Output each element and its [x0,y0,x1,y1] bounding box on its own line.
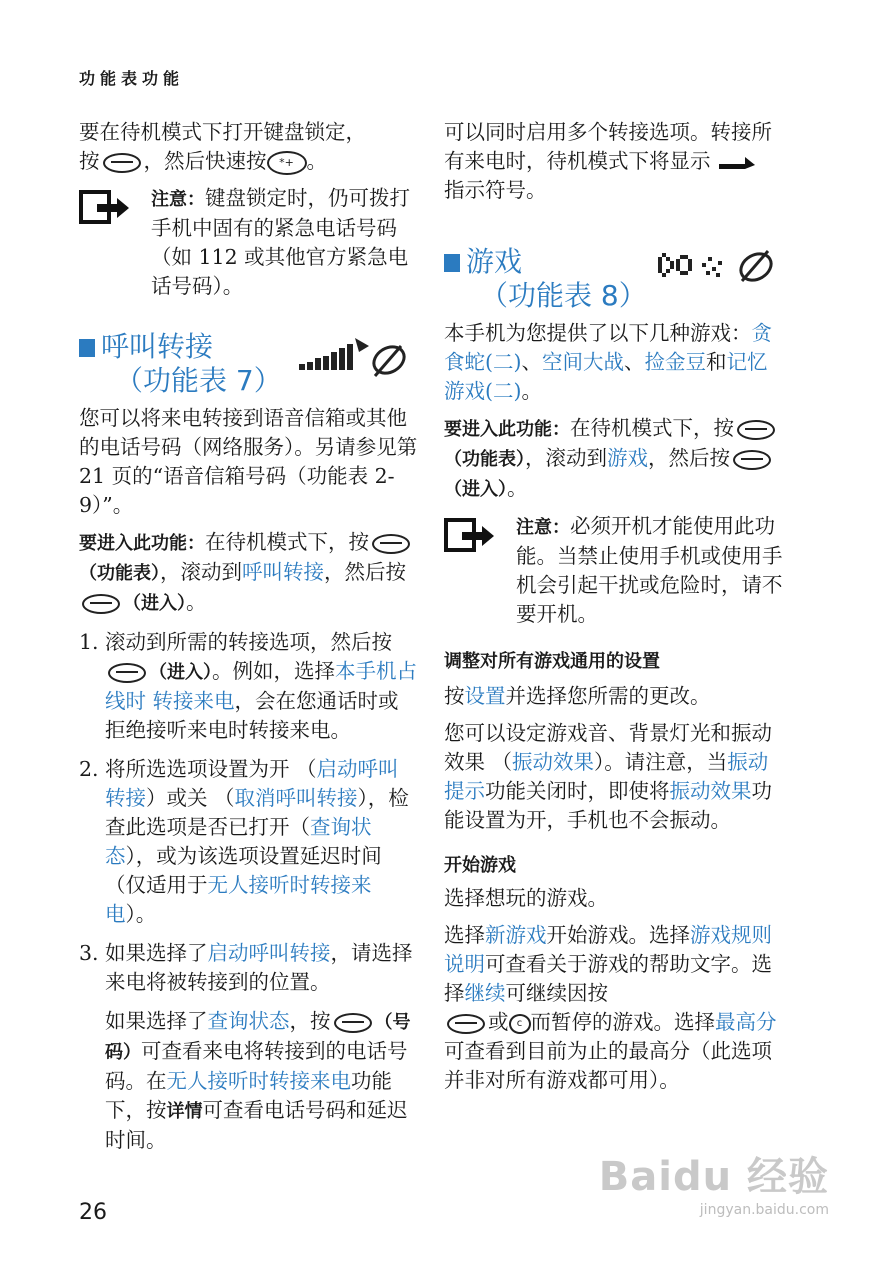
divert-indicator-icon [717,155,757,171]
option-link[interactable]: 本手机占线时 转接来电 [105,659,417,713]
selection-key-icon [733,450,771,470]
vibration-paragraph: 您可以设定游戏音、背景灯光和振动效果 （振动效果）。请注意，当振动提示功能关闭时，即使将振动效果功能设置为开，手机也不会振动。 [444,721,772,832]
call-divert-intro: 您可以将来电转接到语音信箱或其他的电话号码（网络服务）。另请参见第 21 页的“语音信箱号码（功能表 2-9）”。 [79,406,418,517]
settings-link[interactable]: 设置 [464,684,506,708]
menu-link-games[interactable]: 游戏 [607,446,648,470]
multi-divert-note: 可以同时启用多个转接选项。转接所有来电时，待机模式下将显示 指示符号。 [444,120,772,202]
selection-key-icon [737,420,775,440]
option-link[interactable]: 无人接听时转接来电 [166,1069,351,1093]
call-divert-icon [299,336,409,380]
subheading-start-game: 开始游戏 [444,855,516,876]
section-marker-icon [79,339,95,357]
note-hand-icon [79,186,131,226]
option-link[interactable]: 游戏规则说明 [444,923,772,976]
option-link[interactable]: 振动效果 [669,779,752,803]
selection-key-icon [447,1014,485,1034]
game-link-bantumi[interactable]: 捡金豆 [644,350,706,374]
section-games-heading [444,245,784,313]
option-link[interactable]: 启动呼叫转接 [207,941,331,965]
right-column: 可以同时启用多个转接选项。转接所有来电时，待机模式下将显示 指示符号。 游戏 （功能表 8） 本手机为您提供了以下几种游戏：贪食蛇(二)、空间大战、捡金豆和记忆游戏(二)。 要进入此功能：在待机模式下，按（功能表），滚动到游戏，然后按（进入）。 注意：必须开机才能使用此功能。当禁止使用手机或使用手机会引起干扰或危险时，请不要开机。 调整对所有游戏通用的设置 按设置并选择您所需的更改。 您可以设定游戏音、背景灯光和振动效果 （振动效果）。请注意，当振动提示功能关闭时，即使将振动效果功能设置为开，手机也不会振动。 开始游戏 选择想玩的游戏。 选择新游戏开始游戏。选择游戏规则说明可查看关于游戏的帮助文字。选择继续可继续因按 或 c 而暂停的游戏。选择最高分可查看到目前为止的最高分（此选项并非对所有游戏都可用）。 [444,118,784,1095]
page-number: 26 [79,1200,107,1225]
game-link-space-impact[interactable]: 空间大战 [542,350,624,374]
clear-key-icon: c [509,1014,531,1034]
game-link-memory[interactable]: 记忆游戏(二) [444,350,768,403]
note-box [444,512,784,629]
access-instructions: 要进入此功能：在待机模式下，按（功能表），滚动到呼叫转接，然后按（进入）。 [79,528,419,618]
section-call-divert-heading [79,330,419,398]
option-link[interactable]: 新游戏 [485,923,547,947]
watermark [599,1145,829,1218]
option-link[interactable]: 振动效果 [512,750,595,774]
watermark-logo: Baidu 经验 [598,1154,829,1200]
menu-link-call-divert[interactable]: 呼叫转接 [242,560,324,584]
left-column [79,118,419,1155]
access-instructions: 要进入此功能：在待机模式下，按（功能表），滚动到游戏，然后按（进入）。 [444,414,784,504]
option-link[interactable]: 无人接听时转接来电 [105,873,372,926]
start-game-paragraph: 选择新游戏开始游戏。选择游戏规则说明可查看关于游戏的帮助文字。选择继续可继续因按 或 c 而暂停的游戏。选择最高分可查看到目前为止的最高分（此选项并非对所有游戏都可用）。 [444,923,777,1092]
option-link[interactable]: 查询状态 [207,1009,290,1033]
section-marker-icon [444,254,460,272]
note-box [79,184,419,304]
list-item-continuation: 如果选择了查询状态，按 （号码）可查看来电将转接到的电话号码。在无人接听时转接来电功能下，按详情可查看电话号码和延迟时间。 [105,1009,411,1152]
keylock-intro: 要在待机模式下打开键盘锁定， 按 ，然后快速按 *+ 。 [79,120,366,173]
option-link[interactable]: 查询状态 [105,815,372,868]
option-link[interactable]: 最高分 [715,1010,777,1034]
note-label: 注意： [151,189,205,210]
list-item: 2. 将所选选项设置为开 （启动呼叫转接）或关 （取消呼叫转接），检查此选项是否已打开（查询状态），或为该选项设置延迟时间 （仅适用于无人接听时转接来电）。 [79,757,409,926]
section-title: 游戏 [466,245,523,278]
option-link[interactable]: 启动呼叫转接 [105,757,399,810]
option-link[interactable]: 振动提示 [444,750,769,803]
subheading-settings: 调整对所有游戏通用的设置 [444,651,660,672]
option-link[interactable]: 继续 [464,981,506,1005]
running-header: 功能表功能 [79,69,185,88]
note-text: 必须开机才能使用此功能。当禁止使用手机或使用手机会引起干扰或危险时，请不要开机。 [516,514,783,626]
selection-key-icon [108,663,146,683]
note-text: 键盘锁定时，仍可拨打手机中固有的紧急电话号码（如 112 或其他官方紧急电话号码）。 [151,186,410,298]
list-item: 3. 如果选择了启动呼叫转接，请选择来电将被转接到的位置。 [79,941,413,994]
note-hand-icon [444,514,496,554]
games-icon [656,245,780,285]
selection-key-icon [82,594,120,614]
selection-key-icon [372,534,410,554]
selection-key-icon [334,1013,372,1033]
watermark-url: jingyan.baidu.com [699,1202,829,1218]
option-link[interactable]: 取消呼叫转接 [234,786,358,810]
selection-key-icon [103,153,141,173]
game-link-snake[interactable]: 贪食蛇(二) [444,321,772,374]
games-intro: 本手机为您提供了以下几种游戏：贪食蛇(二)、空间大战、捡金豆和记忆游戏(二)。 [444,321,772,403]
star-key-icon: *+ [267,151,307,175]
note-label: 注意： [516,517,570,538]
list-item: 1. 滚动到所需的转接选项，然后按（进入）。例如，选择本手机占线时 转接来电，会在您通话时或拒绝接听来电时转接来电。 [79,630,417,742]
section-title: 呼叫转接 [101,330,214,363]
section-subtitle: （功能表 8） [480,279,647,312]
section-subtitle: （功能表 7） [115,364,282,397]
